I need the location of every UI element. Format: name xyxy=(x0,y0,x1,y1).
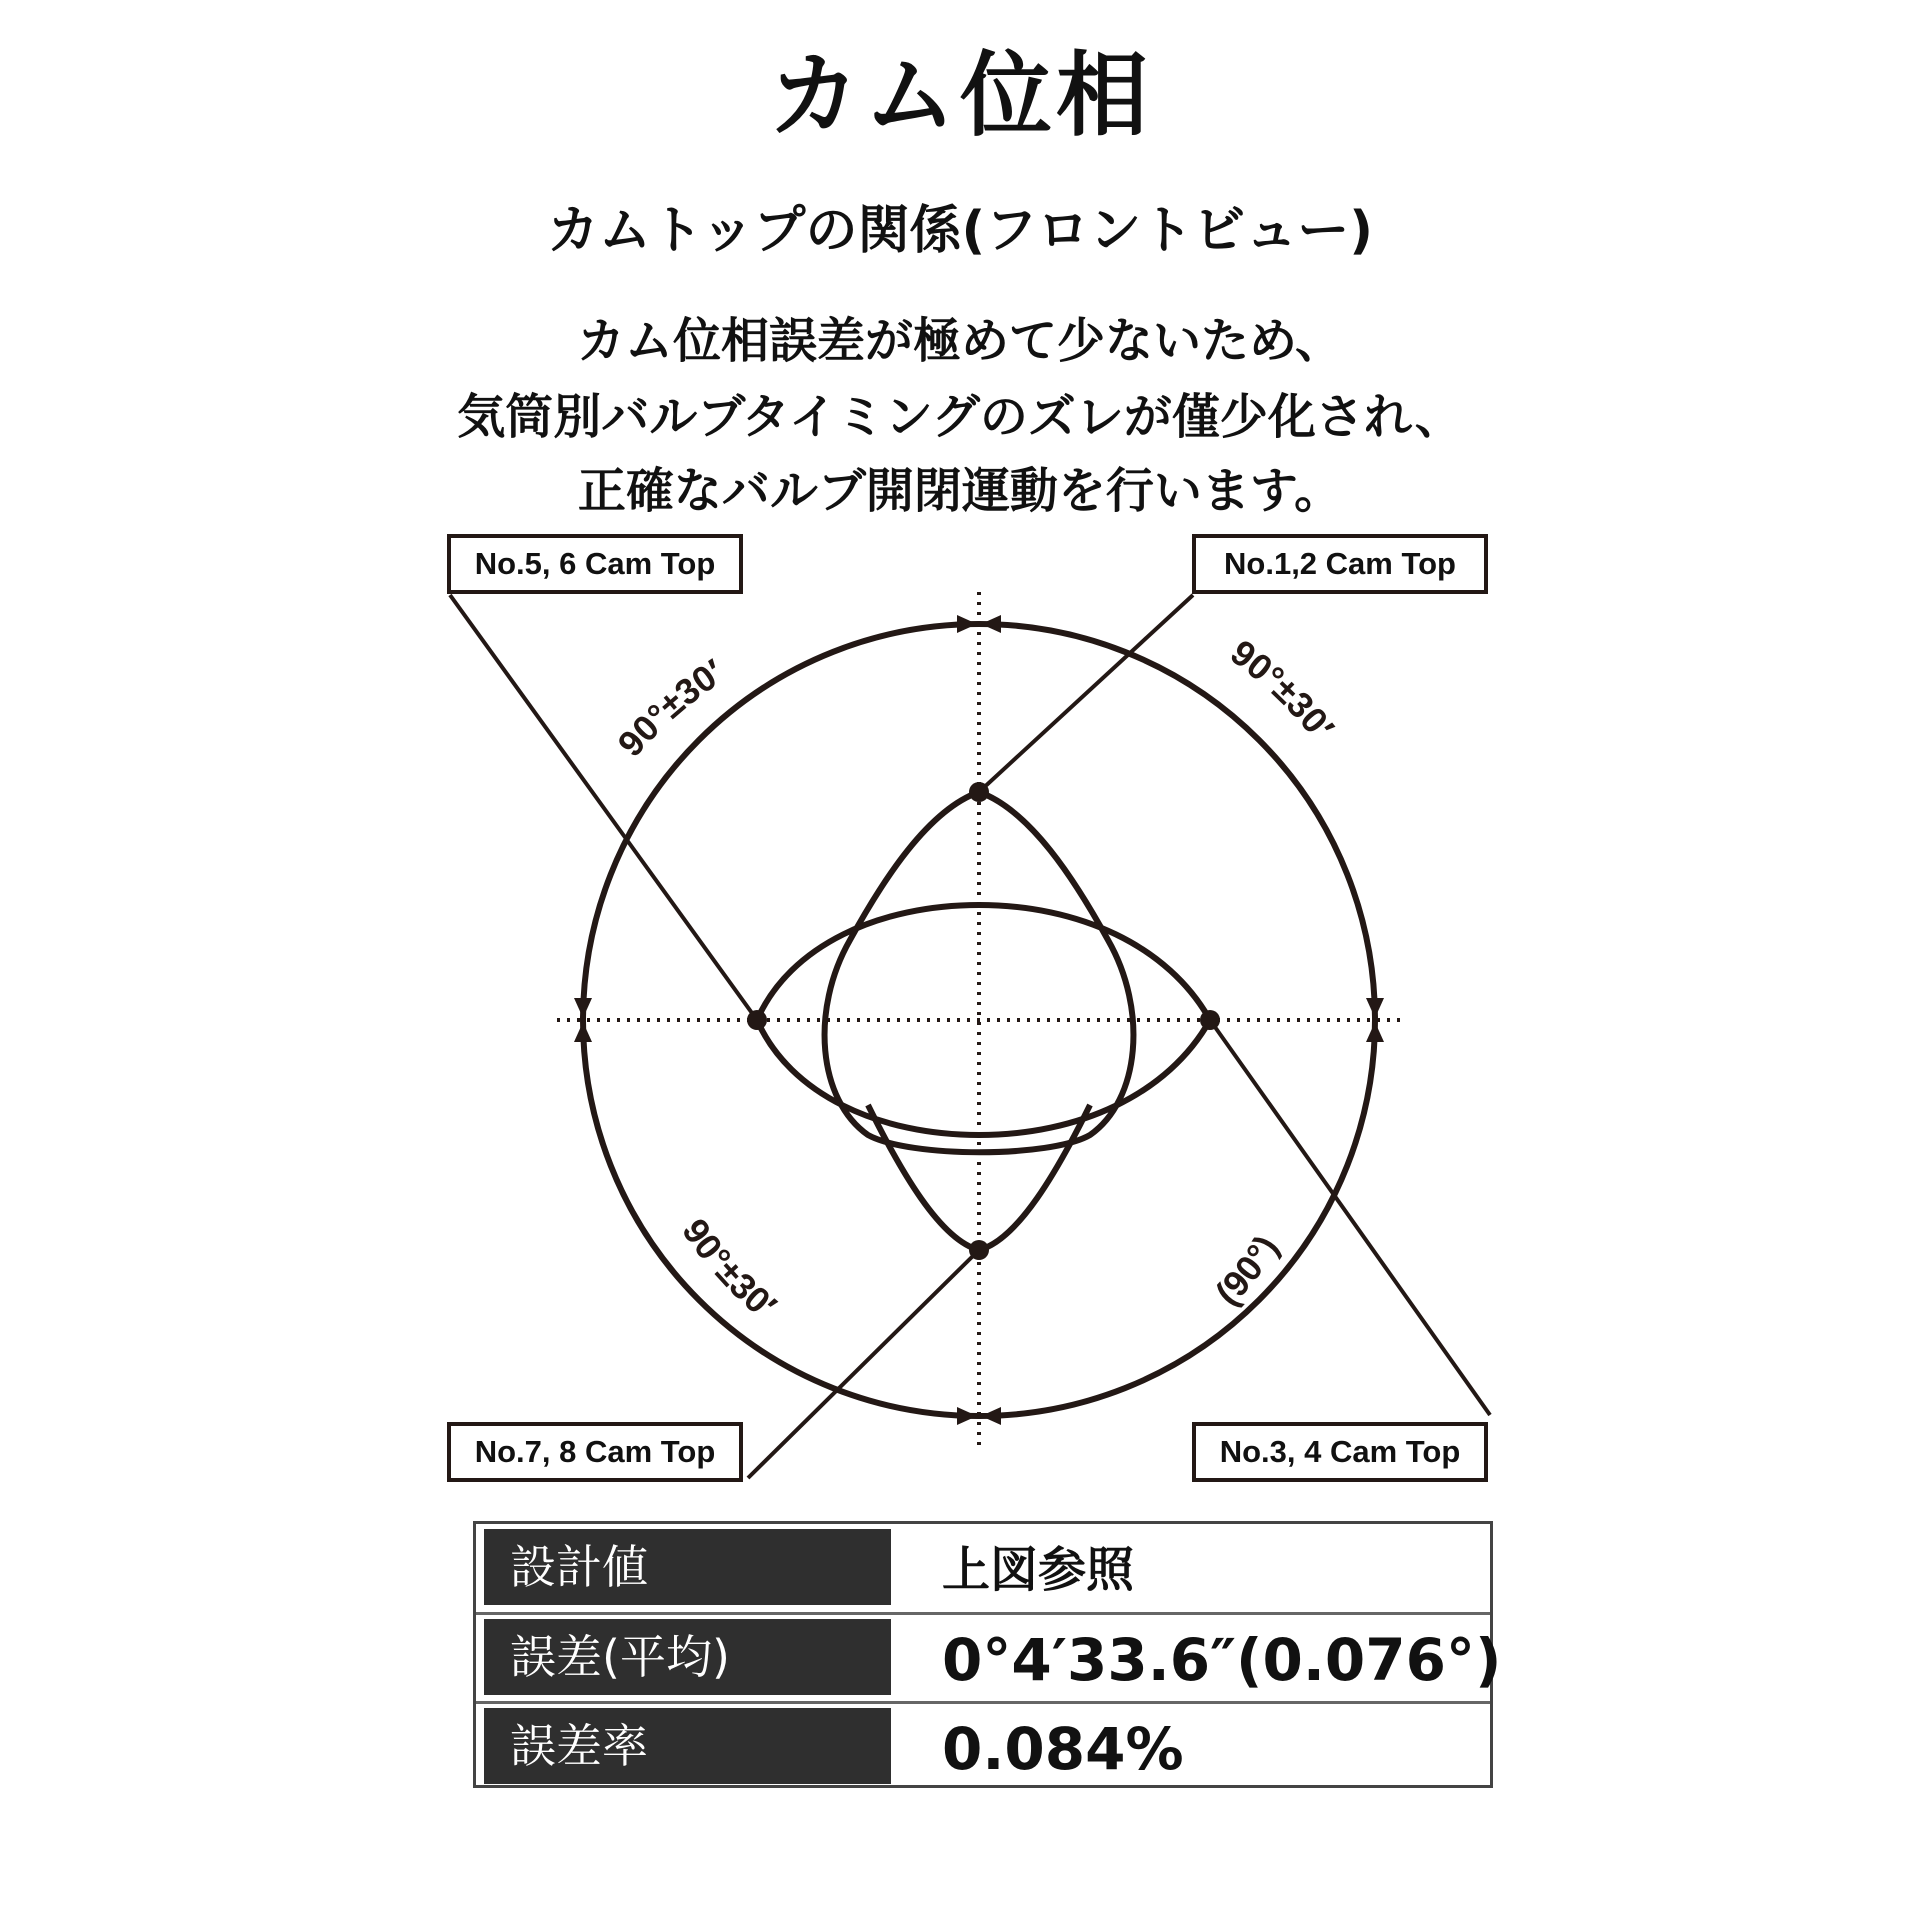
table-header-cell: 誤差(平均) xyxy=(484,1619,891,1695)
spec-table xyxy=(473,1521,1502,1788)
description-line-2: 気筒別バルブタイミングのズレが僅少化され、 xyxy=(457,389,1463,445)
angle-label-lower-right: (90°) xyxy=(1207,1227,1287,1314)
label-no5-6-cam-top: No.5, 6 Cam Top xyxy=(447,534,743,594)
label-no3-4-cam-top: No.3, 4 Cam Top xyxy=(1192,1422,1488,1482)
table-row xyxy=(476,1619,1502,1701)
angle-label-upper-left: 90°±30′ xyxy=(609,650,732,765)
page-subtitle: カムトップの関係(フロントビュー) xyxy=(547,201,1373,261)
page-title: カム位相 xyxy=(767,42,1152,149)
cam-top-point-5-6 xyxy=(747,1010,767,1030)
table-value-cell: 0°4′33.6″(0.076°) xyxy=(942,1626,1502,1694)
table-row xyxy=(476,1708,1490,1790)
table-value-cell: 上図参照 xyxy=(942,1542,1135,1598)
cam-top-point-1-2 xyxy=(969,782,989,802)
description-line-3: 正確なバルブ開閉運動を行います。 xyxy=(577,463,1343,519)
label-no1-2-cam-top: No.1,2 Cam Top xyxy=(1192,534,1488,594)
cam-top-point-7-8 xyxy=(969,1240,989,1260)
label-no7-8-cam-top: No.7, 8 Cam Top xyxy=(447,1422,743,1482)
table-header-cell: 設計値 xyxy=(484,1529,891,1605)
table-value-cell: 0.084% xyxy=(942,1715,1184,1783)
table-divider xyxy=(476,1612,1490,1615)
table-row xyxy=(476,1529,1490,1611)
angle-label-lower-left: 90°±30′ xyxy=(674,1211,785,1328)
table-header-cell: 誤差率 xyxy=(484,1708,891,1784)
description-line-1: カム位相誤差が極めて少ないため、 xyxy=(576,313,1344,369)
table-divider xyxy=(476,1701,1490,1704)
cam-top-point-3-4 xyxy=(1200,1010,1220,1030)
angle-label-upper-right: 90°±30′ xyxy=(1223,631,1343,748)
